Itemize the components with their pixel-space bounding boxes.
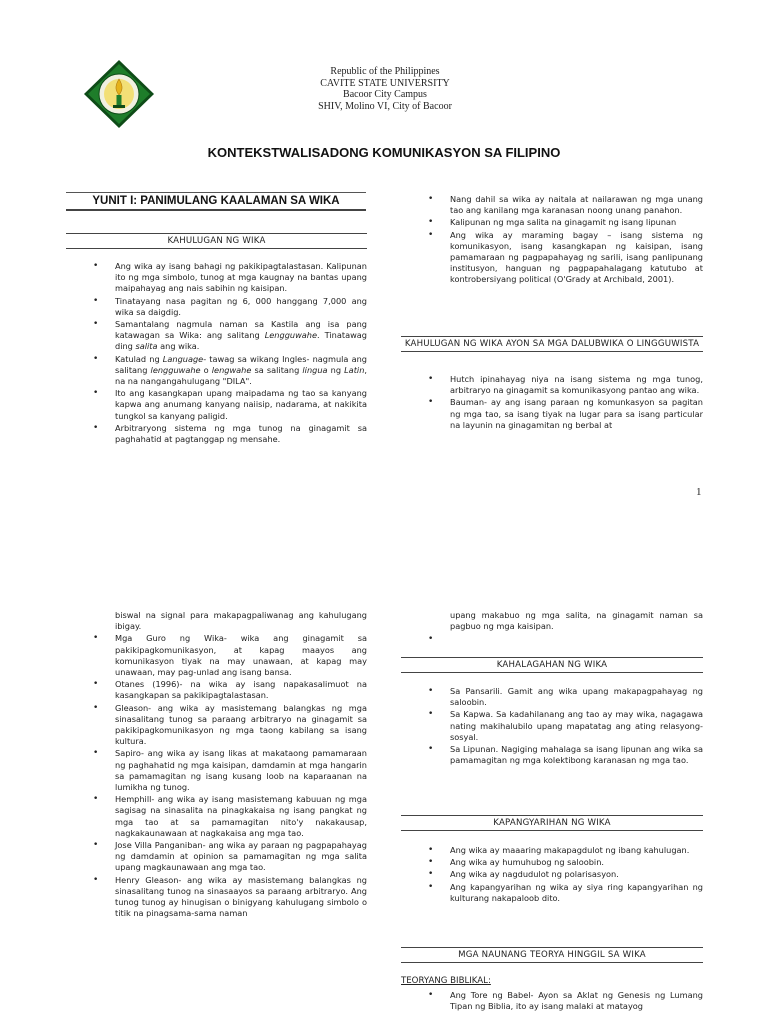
list-item: • Hemphill- ang wika ay isang masistemang kabuuan ng mga sagisag na sinasalita na pinagkakaisa ng isang pangkat ng mga tao at sa pamamagitan nito'y nakakausap, nagkakaunawaan at nagkakaisa ang mga tao. (115, 794, 367, 839)
document-title: KONTEKSTWALISADONG KOMUNIKASYON SA FILIPINO (207, 145, 561, 160)
list-item: • Ang wika ay nagdudulot ng polarisasyon. (450, 869, 703, 880)
kastila-text-3: ang wika. (157, 341, 200, 352)
list-item: • Ang wika ay maraming bagay – isang sistema ng komunikasyon, isang kasangkapan ng kaisipan, isang pamamaraan ng pagpapahayag ng sarili, isang panlipunang institusyon, hanguan ng pagpapahalagang katutubo at kontrobersiyang political (O'Grady at Archibald, 2001). (450, 230, 703, 286)
list-item: • Sa Lipunan. Nagiging mahalaga sa isang lipunan ang wika sa pamamagitan ng mga kolektibong karanasan ng mga tao. (450, 744, 703, 766)
list-item: • Ito ang kasangkapan upang maipadama ng tao sa kanyang kapwa ang anumang kanyang naiisip, nadarama, at nakikita tungkol sa kanyang paligid. (115, 388, 367, 422)
latin-text-3: o (200, 364, 212, 375)
list-item: • Nang dahil sa wika ay naitala at nailarawan ng mga unang tao ang kanilang mga karanasan noong unang panahon. (450, 194, 703, 216)
lengwahe-term: lengwahe (211, 364, 252, 375)
list-item: • Hutch ipinahayag niya na isang sistema ng mga tunog, arbitraryo na ginagamit sa komunikasyong pantao ang wika. (450, 374, 703, 396)
list-item: • Kalipunan ng mga salita na ginagamit ng isang lipunan (450, 217, 703, 228)
list-item: • Gleason- ang wika ay masistemang balangkas ng mga sinasalitang tunog sa paraang arbitraryo na ginagamit sa pakikipagkomunikasyon ng mga taong kabilang sa isang kultura. (115, 703, 367, 748)
institution-header (260, 66, 510, 112)
list-item (115, 319, 367, 353)
teoryang-colon: : (487, 976, 491, 986)
teoryang-biblikal-label: TEORYANG BIBLIKAL (401, 976, 488, 986)
unit-title: YUNIT I: PANIMULANG KAALAMAN SA WIKA (66, 192, 366, 211)
latin-text-2: - tawag sa wikang Ingles- nagmula ang salitang (115, 353, 367, 375)
latin-text-5: ng (327, 364, 345, 375)
list-item: • Arbitraryong sistema ng mga tunog na ginagamit sa paghahatid at pagtanggap ng mensahe. (115, 423, 367, 445)
biblikal-list (417, 990, 703, 1013)
header-campus: Bacoor City Campus (343, 89, 427, 100)
lingua-term: lingua (302, 364, 328, 375)
header-republic: Republic of the Philippines (330, 66, 440, 77)
section-heading-kahalagahan: KAHALAGAHAN NG WIKA (401, 657, 703, 673)
list-item: • Sa Pansarili. Gamit ang wika upang makapagpahayag ng saloobin. (450, 686, 703, 708)
section-heading-teorya: MGA NAUNANG TEORYA HINGGIL SA WIKA (401, 947, 703, 963)
continuation-text: upang makabuo ng mga salita, na ginagamit naman sa pagbuo ng mga kaisipan. (450, 610, 703, 632)
kastila-text-2: . Tinatawag ding (115, 330, 367, 352)
section-heading-dalubwika: KAHULUGAN NG WIKA AYON SA MGA DALUBWIKA O LINGGUWISTA (401, 336, 703, 352)
list-item: • Bauman- ay ang isang paraan ng komunkasyon sa pagitan ng mga tao, sa isang tiyak na lugar para sa isang particular na layunin na ginagamitan ng berbal at (450, 397, 703, 431)
kahalagahan-list (417, 686, 703, 767)
latin-text-4: sa salitang (251, 364, 303, 375)
latin-term: Latin (344, 364, 365, 375)
teoryang-biblikal-heading (401, 976, 491, 986)
salita-term: salita (135, 341, 158, 352)
header-address: SHIV, Molino VI, City of Bacoor (318, 100, 452, 112)
lengguwahe-term-2: lengguwahe (150, 364, 201, 375)
page2-right-top (417, 610, 703, 647)
kapangyarihan-list (417, 845, 703, 905)
list-item (115, 354, 367, 388)
list-item: • Jose Villa Panganiban- ang wika ay paraan ng pagpapahayag ng damdamin at opinion sa pamamagitan ng mga salita upang magkaunawaan ang mga tao. (115, 840, 367, 874)
continuation-text: biswal na signal para makapagpaliwanag ang kahulugang ibigay. (115, 610, 367, 632)
university-seal-icon (83, 59, 155, 129)
section-heading-kapangyarihan: KAPANGYARIHAN NG WIKA (401, 815, 703, 831)
dalubwika-list (417, 374, 703, 432)
header-university: CAVITE STATE UNIVERSITY (320, 77, 450, 89)
list-item: • Ang wika ay maaaring makapagdulot ng ibang kahulugan. (450, 845, 703, 856)
page2-left-list (82, 610, 367, 920)
section-heading-kahulugan: KAHULUGAN NG WIKA (66, 233, 367, 249)
language-term: Language (162, 353, 204, 364)
kahulugan-list (82, 261, 367, 446)
page-number: 1 (696, 486, 702, 498)
list-item: • Ang wika ay humuhubog ng saloobin. (450, 857, 703, 868)
list-item: • Sapiro- ang wika ay isang likas at makataong pamamaraan ng paghahatid ng mga kaisipan, damdamin at mga hangarin sa pamamagitan ng isang kusang loob na kaparaanan na lumikha ng tunog. (115, 748, 367, 793)
kastila-text: Samantalang nagmula naman sa Kastila ang isa pang katawagan sa Wika: ang salitang (115, 319, 367, 341)
latin-text-6: , na na nangangahulugang "DILA". (115, 364, 367, 387)
list-item: • Otanes (1996)- na wika ay isang napakasalimuot na kasangkapan sa pakikipagtalastasan. (115, 679, 367, 701)
list-item: • Henry Gleason- ang wika ay masistemang balangkas ng sinasalitang tunog na sinasaayos sa paraang arbitraryo. Ang tunog tunog ay hinugisan o binigyang kahulugang simbolo o titik na pinagsama-sama naman (115, 875, 367, 920)
latin-text: Katulad ng (115, 353, 163, 364)
right-top-list (417, 194, 703, 287)
list-item: • Mga Guro ng Wika- wika ang ginagamit sa pakikipagkomunikasyon, at kapag maayos ang komunikasyon tiyak na may unawaan, at kapag may unawaan, may pag-unlad ang isang bansa. (115, 633, 367, 678)
lengguwahe-term: Lengguwahe (264, 330, 318, 341)
list-item: • Tinatayang nasa pagitan ng 6, 000 hanggang 7,000 ang wika sa daigdig. (115, 296, 367, 318)
list-item: • Ang wika ay isang bahagi ng pakikipagtalastasan. Kalipunan ito ng mga simbolo, tunog at mga kaugnay na bantas upang maipahayag ang nais sabihin ng kaisipan. (115, 261, 367, 295)
list-item: • Sa Kapwa. Sa kadahilanang ang tao ay may wika, nagagawa nating makihalubilo upang mapatatag ang ating relasyong-sosyal. (450, 709, 703, 743)
empty-list-item (450, 634, 703, 645)
list-item: • Ang kapangyarihan ng wika ay siya ring kapangyarihan ng kulturang nakapaloob dito. (450, 882, 703, 904)
list-item: • Ang Tore ng Babel- Ayon sa Aklat ng Genesis ng Lumang Tipan ng Biblia, ito ay isang malaki at matayog (450, 990, 703, 1012)
